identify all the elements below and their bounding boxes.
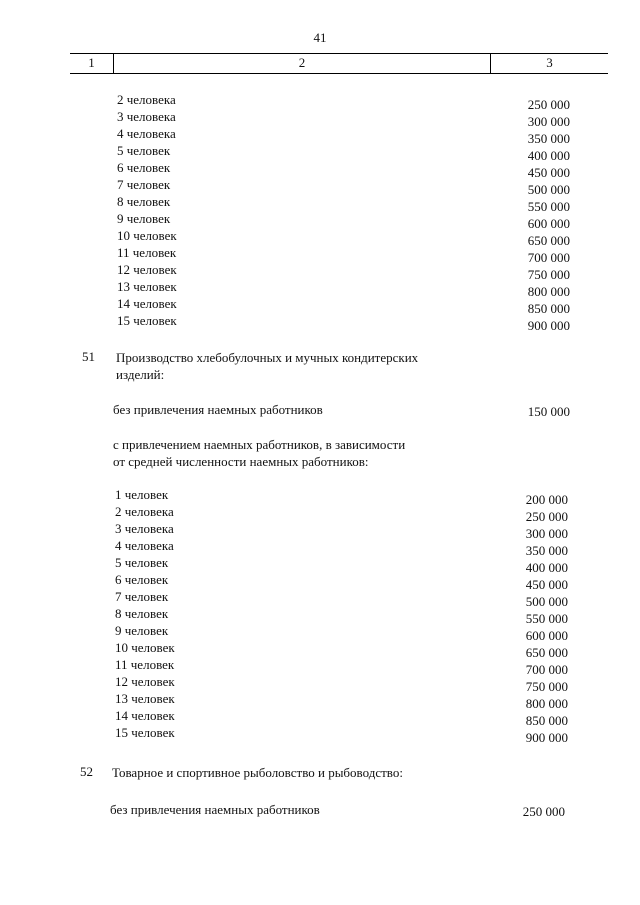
list-item-label: 13 человек bbox=[115, 691, 175, 706]
list-item-value: 900 000 bbox=[525, 730, 568, 745]
page-number: 41 bbox=[313, 30, 327, 45]
list-item-value: 250 000 bbox=[525, 509, 568, 524]
list-item-value: 600 000 bbox=[527, 216, 570, 231]
item-title-line: Производство хлебобулочных и мучных кондитерских bbox=[116, 350, 419, 365]
list-item-label: 8 человек bbox=[117, 194, 171, 209]
list-item-label: 6 человек bbox=[117, 160, 171, 175]
list-item-label: 11 человек bbox=[115, 657, 175, 672]
list-item-label: 10 человек bbox=[115, 640, 175, 655]
list-item-label: 1 человек bbox=[115, 487, 169, 502]
header-bottom-rule bbox=[70, 73, 608, 74]
with-employees-line: от средней численности наемных работников: bbox=[113, 454, 369, 469]
list-item-label: 10 человек bbox=[117, 228, 177, 243]
header-top-rule bbox=[70, 53, 608, 54]
no-employees-value: 250 000 bbox=[522, 804, 565, 819]
list-item-value: 650 000 bbox=[527, 233, 570, 248]
list-item-label: 13 человек bbox=[117, 279, 177, 294]
list-item-label: 5 человек bbox=[115, 555, 169, 570]
list-item-value: 300 000 bbox=[527, 114, 570, 129]
list-item-value: 900 000 bbox=[527, 318, 570, 333]
header-col-1: 1 bbox=[88, 55, 95, 70]
list-item-value: 700 000 bbox=[527, 250, 570, 265]
list-item-label: 8 человек bbox=[115, 606, 169, 621]
list-item-label: 15 человек bbox=[115, 725, 175, 740]
list-item-value: 700 000 bbox=[525, 662, 568, 677]
list-item-label: 4 человека bbox=[117, 126, 176, 141]
list-item-label: 3 человека bbox=[117, 109, 176, 124]
list-item-value: 750 000 bbox=[525, 679, 568, 694]
header-col-2: 2 bbox=[298, 55, 306, 70]
list-item-label: 5 человек bbox=[117, 143, 171, 158]
list-item-label: 14 человек bbox=[115, 708, 175, 723]
list-item-value: 550 000 bbox=[527, 199, 570, 214]
list-item-value: 850 000 bbox=[527, 301, 570, 316]
list-item-value: 350 000 bbox=[525, 543, 568, 558]
no-employees-label: без привлечения наемных работников bbox=[113, 402, 323, 417]
list-item-label: 4 человека bbox=[115, 538, 174, 553]
list-item-value: 500 000 bbox=[527, 182, 570, 197]
no-employees-value: 150 000 bbox=[527, 404, 570, 419]
list-item-label: 15 человек bbox=[117, 313, 177, 328]
list-item-value: 850 000 bbox=[525, 713, 568, 728]
list-item-label: 14 человек bbox=[117, 296, 177, 311]
list-item-label: 6 человек bbox=[115, 572, 169, 587]
list-item-label: 7 человек bbox=[115, 589, 169, 604]
list-item-value: 550 000 bbox=[525, 611, 568, 626]
list-item-value: 400 000 bbox=[525, 560, 568, 575]
list-item-value: 600 000 bbox=[525, 628, 568, 643]
list-item-label: 11 человек bbox=[117, 245, 177, 260]
list-item-value: 400 000 bbox=[527, 148, 570, 163]
list-item-label: 3 человека bbox=[115, 521, 174, 536]
list-item-label: 2 человека bbox=[115, 504, 174, 519]
list-item-label: 12 человек bbox=[115, 674, 175, 689]
list-item-value: 450 000 bbox=[527, 165, 570, 180]
item-number: 52 bbox=[80, 764, 93, 779]
item-title-line: изделий: bbox=[116, 367, 165, 382]
list-item-label: 12 человек bbox=[117, 262, 177, 277]
list-item-label: 9 человек bbox=[117, 211, 171, 226]
item-number: 51 bbox=[82, 349, 95, 364]
no-employees-label: без привлечения наемных работников bbox=[110, 802, 320, 817]
list-item-value: 300 000 bbox=[525, 526, 568, 541]
list-item-value: 650 000 bbox=[525, 645, 568, 660]
item-title-line: Товарное и спортивное рыболовство и рыбоводство: bbox=[112, 765, 403, 780]
header-col-3: 3 bbox=[546, 55, 553, 70]
list-item-value: 200 000 bbox=[525, 492, 568, 507]
list-item-value: 800 000 bbox=[527, 284, 570, 299]
list-item-value: 800 000 bbox=[525, 696, 568, 711]
list-item-value: 500 000 bbox=[525, 594, 568, 609]
table-header bbox=[70, 53, 608, 74]
list-item-value: 750 000 bbox=[527, 267, 570, 282]
list-item-value: 350 000 bbox=[527, 131, 570, 146]
list-item-label: 7 человек bbox=[117, 177, 171, 192]
list-item-value: 450 000 bbox=[525, 577, 568, 592]
list-item-value: 250 000 bbox=[527, 97, 570, 112]
list-item-label: 2 человека bbox=[117, 92, 176, 107]
list-item-label: 9 человек bbox=[115, 623, 169, 638]
with-employees-line: с привлечением наемных работников, в зависимости bbox=[113, 437, 406, 452]
